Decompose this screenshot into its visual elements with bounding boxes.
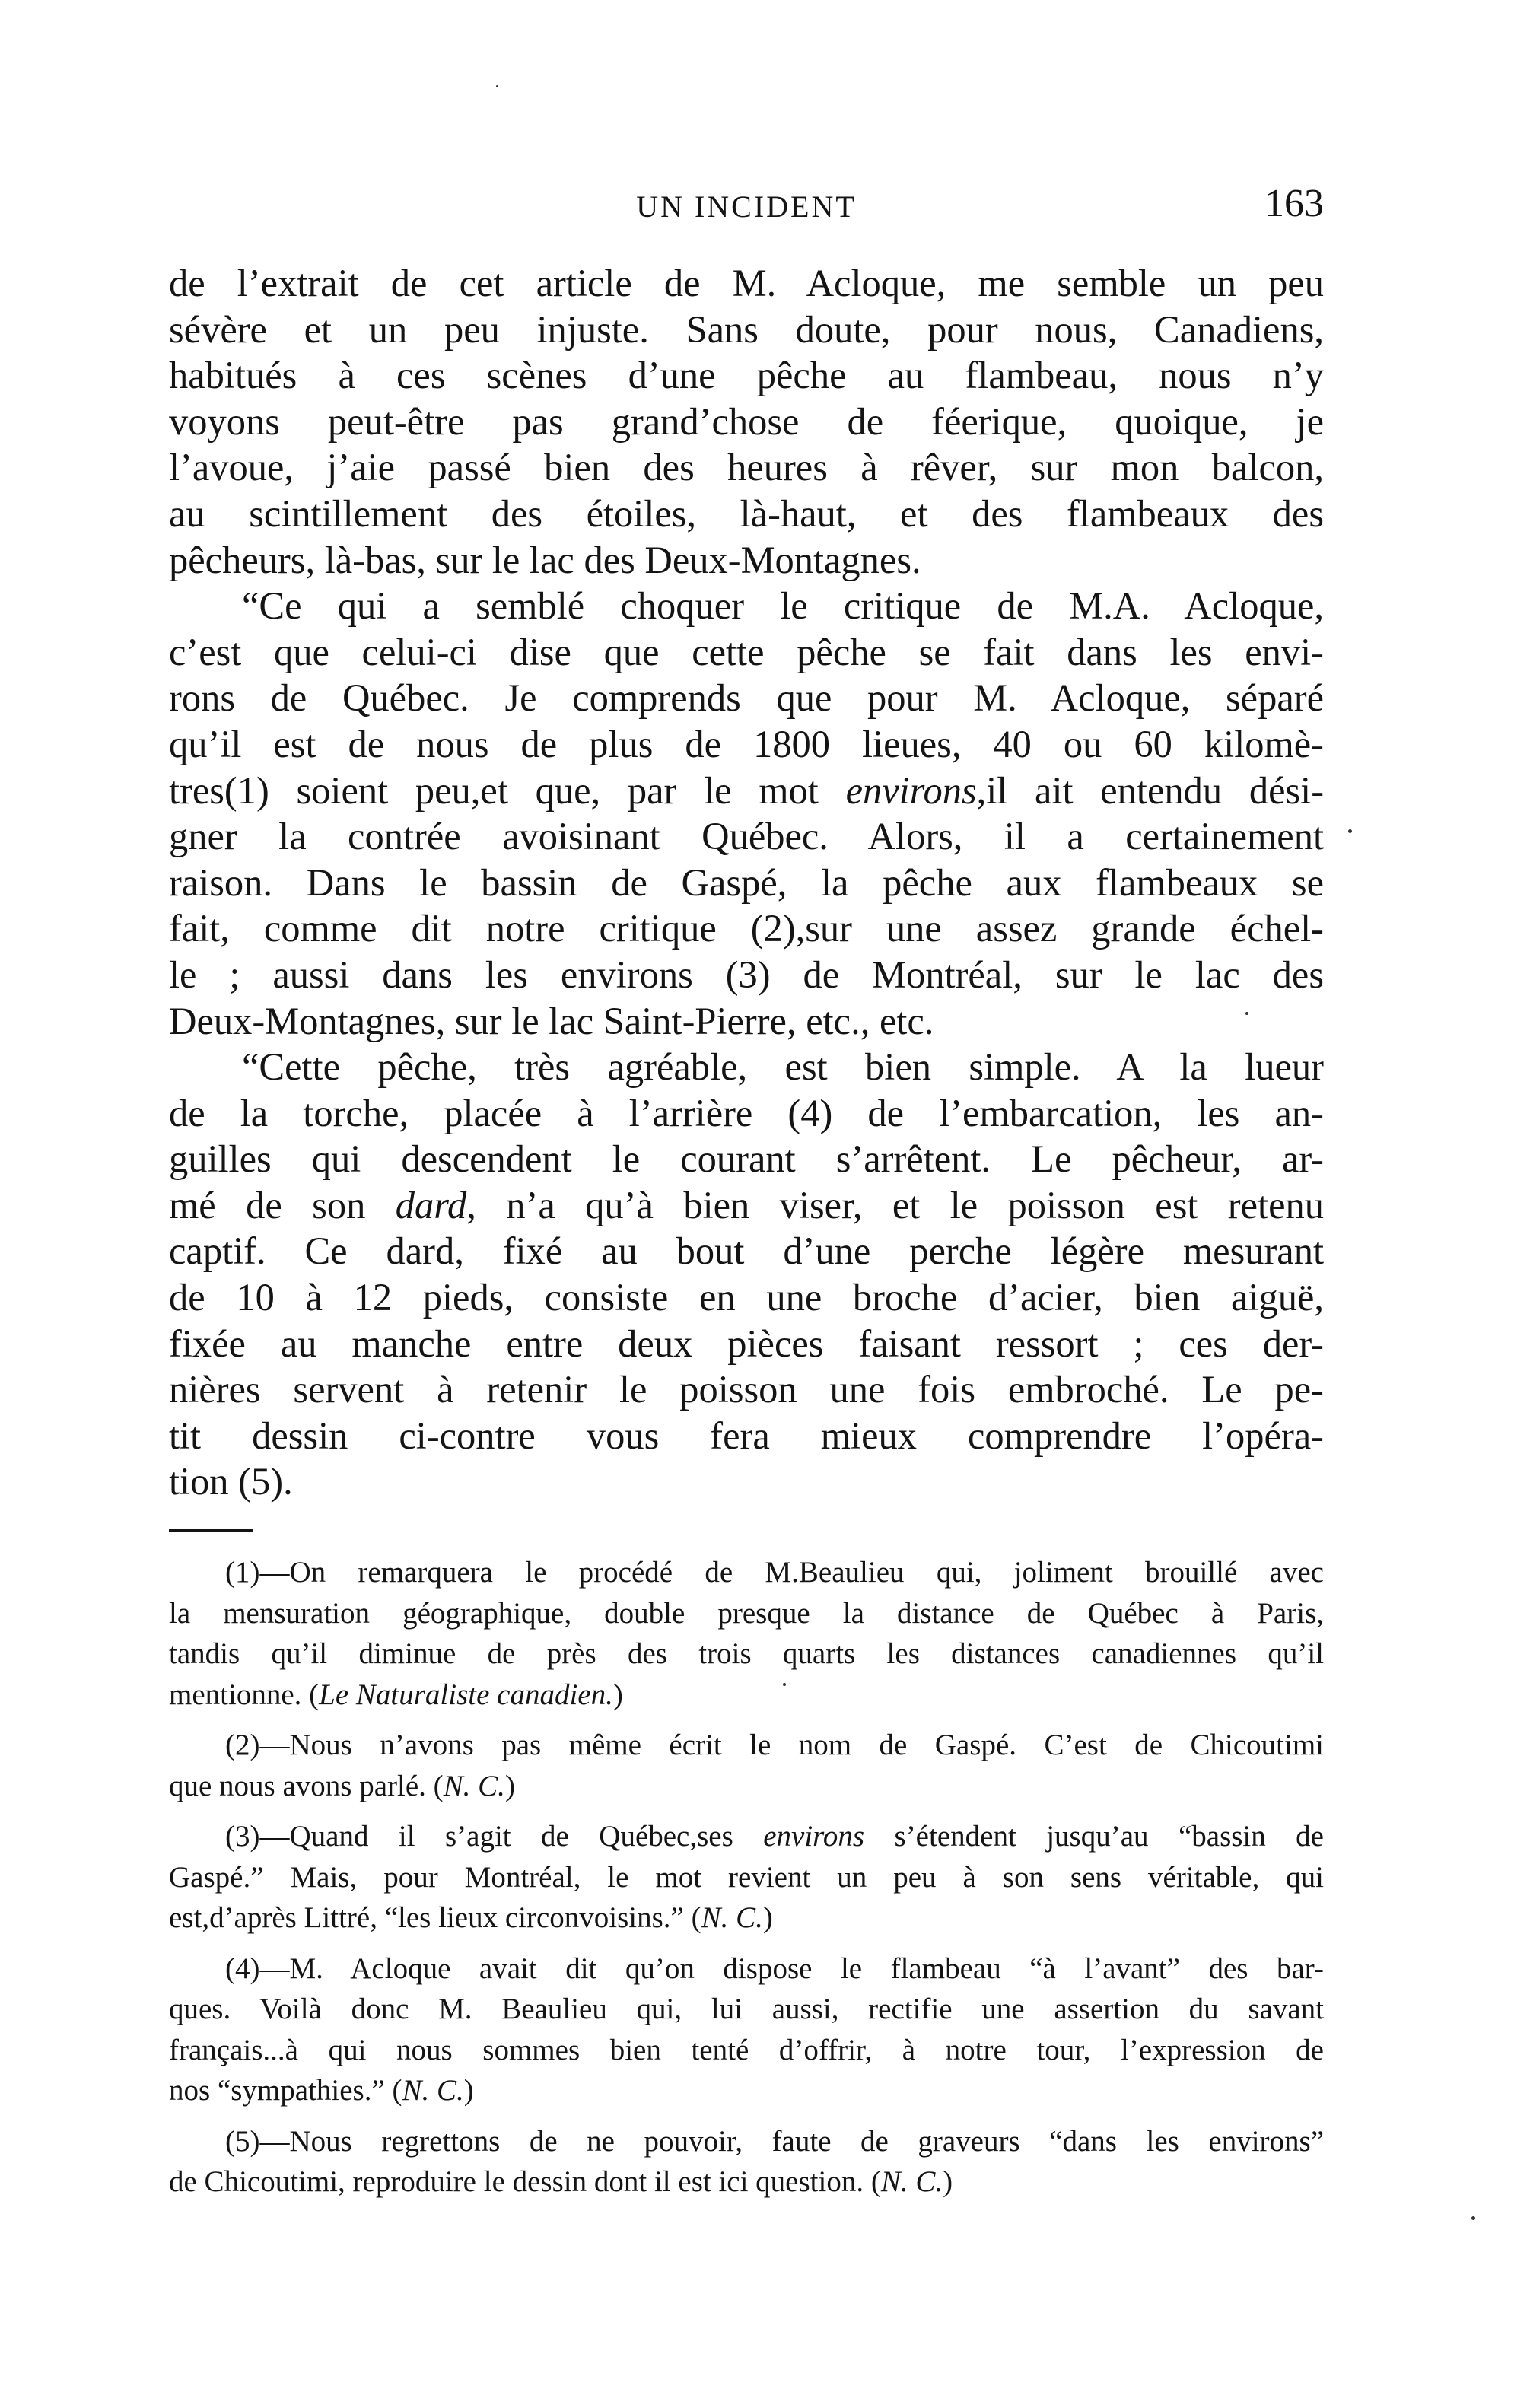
footnote-gap [169,1939,1324,1948]
body-line: voyons peut-être pas grand’chose de féerique, quoique, je [169,399,1324,443]
footnote-line: (2)—Nous n’avons pas même écrit le nom de Gaspé. C’est de Chicoutimi [225,1729,1324,1761]
italic-citation: N. C. [402,2074,464,2107]
footnote-segment: mentionne. ( [169,1678,320,1711]
footnote-line: (5)—Nous regrettons de ne pouvoir, faute de graveurs “dans les environs” [225,2124,1324,2158]
body-line: au scintillement des étoiles, là-haut, et des flambeaux des [169,491,1324,535]
footnote-line [169,1675,1324,1716]
body-line: c’est que celui-ci dise que cette pêche se fait dans les envi- [169,630,1324,673]
body-line-segment: mé de son [169,1183,396,1226]
footnote-line [169,2070,1324,2111]
body-line: gner la contrée avoisinant Québec. Alors, il a certainement [169,815,1324,858]
body-line: tit dessin ci-contre vous fera mieux comprendre l’opéra- [169,1414,1324,1457]
body-line: de 10 à 12 pieds, consiste en une broche d’acier, bien aiguë, [169,1276,1324,1319]
footnote-gap [169,2111,1324,2121]
italic-term: environs [845,768,977,812]
footnote-segment: ) [612,1678,623,1711]
body-line: pêcheurs, là-bas, sur le lac des Deux-Montagnes. [169,538,921,581]
footnote-segment: de Chicoutimi, reproduire le dessin dont il est ici question. ( [169,2165,881,2198]
footnote-line: Gaspé.” Mais, pour Montréal, le mot revient un peu à son sens véritable, qui [169,1860,1324,1894]
footnote-segment: ) [762,1901,773,1934]
body-line: guilles qui descendent le courant s’arrêtent. Le pêcheur, ar- [169,1137,1324,1181]
footnote-segment: est,d’après Littré, “les lieux circonvoisins.” ( [169,1901,701,1934]
body-line: de la torche, placée à l’arrière (4) de l’embarcation, les an- [169,1091,1324,1134]
body-line: captif. Ce dard, fixé au bout d’une perche légère mesurant [169,1229,1324,1273]
print-speck [783,1683,786,1686]
body-line: fait, comme dit notre critique (2),sur une assez grande échel- [169,907,1324,950]
footnote-rule [169,1529,253,1532]
body-line: de l’extrait de cet article de M. Acloque, me semble un peu [169,262,1324,304]
footnote-gap [169,1715,1324,1725]
page-header [169,181,1324,234]
body-line: qu’il est de nous de plus de 1800 lieues, 40 ou 60 kilomè- [169,722,1324,765]
body-line: fixée au manche entre deux pièces faisant ressort ; ces der- [169,1322,1324,1365]
body-line: habitués à ces scènes d’une pêche au flambeau, nous n’y [169,354,1324,397]
body-line: tion (5). [169,1460,293,1503]
footnote-line [169,1897,1324,1939]
footnote-line: ques. Voilà donc M. Beaulieu qui, lui aussi, rectifie une assertion du savant [169,1993,1324,2025]
body-line [169,768,1324,814]
body-line: raison. Dans le bassin de Gaspé, la pêche aux flambeaux se [169,860,1324,904]
italic-citation: N. C. [880,2165,943,2198]
footnote-line: la mensuration géographique, double presque la distance de Québec à Paris, [169,1596,1324,1630]
print-speck [496,85,498,87]
footnote-line: tandis qu’il diminue de près des trois quarts les distances canadiennes qu’il [169,1637,1324,1670]
footnote-segment: ) [463,2074,474,2107]
print-speck [1471,2216,1475,2220]
italic-term: dard [395,1183,467,1226]
body-line: “Ce qui a semblé choquer le critique de M.A. Acloque, [242,584,1324,628]
italic-citation: Le Naturaliste canadien. [319,1678,613,1711]
italic-citation: N. C. [443,1769,505,1802]
body-line: Deux-Montagnes, sur le lac Saint-Pierre, etc., etc. [169,999,934,1042]
footnote-line [169,2161,1324,2203]
footnote-segment: nos “sympathies.” ( [169,2074,402,2107]
footnote-line: (4)—M. Acloque avait dit qu’on dispose le flambeau “à l’avant” des bar- [225,1952,1324,1985]
running-title: UN INCIDENT [636,189,857,224]
body-line-segment: , n’a qu’à bien viser, et le poisson est retenu [466,1183,1324,1226]
footnotes [169,1552,1324,2203]
print-speck [1245,1012,1248,1015]
body-line-segment: ,il ait entendu dési- [976,768,1325,812]
body-line [169,1182,1324,1229]
print-speck [1348,829,1352,833]
body-text [169,260,1324,1505]
footnote-line: (1)—On remarquera le procédé de M.Beaulieu qui, joliment brouillé avec [225,1556,1324,1589]
body-line: nières servent à retenir le poisson une fois embroché. Le pe- [169,1368,1324,1411]
footnote-segment: que nous avons parlé. ( [169,1769,444,1802]
footnote-line [169,1816,1324,1857]
footnote-segment: s’étendent jusqu’au “bassin de [864,1820,1324,1853]
footnote-line: français...à qui nous sommes bien tenté d’offrir, à notre tour, l’expression de [169,2033,1324,2066]
body-line: “Cette pêche, très agréable, est bien simple. A la lueur [242,1045,1324,1089]
body-line: l’avoue, j’aie passé bien des heures à rêver, sur mon balcon, [169,446,1324,489]
footnote-gap [169,1806,1324,1816]
body-line-segment: tres(1) soient peu,et que, par le mot [169,768,846,812]
footnote-segment: ) [504,1769,515,1802]
body-line: sévère et un peu injuste. Sans doute, pour nous, Canadiens, [169,307,1324,351]
page-number: 163 [1264,182,1324,225]
footnote-segment: (3)—Quand il s’agit de Québec,ses [225,1820,764,1853]
body-line: le ; aussi dans les environs (3) de Montréal, sur le lac des [169,953,1324,996]
italic-term: environs [763,1820,865,1853]
body-line: rons de Québec. Je comprends que pour M. Acloque, séparé [169,676,1324,720]
footnote-line [169,1766,1324,1807]
italic-citation: N. C. [701,1901,763,1934]
footnote-segment: ) [943,2165,953,2198]
